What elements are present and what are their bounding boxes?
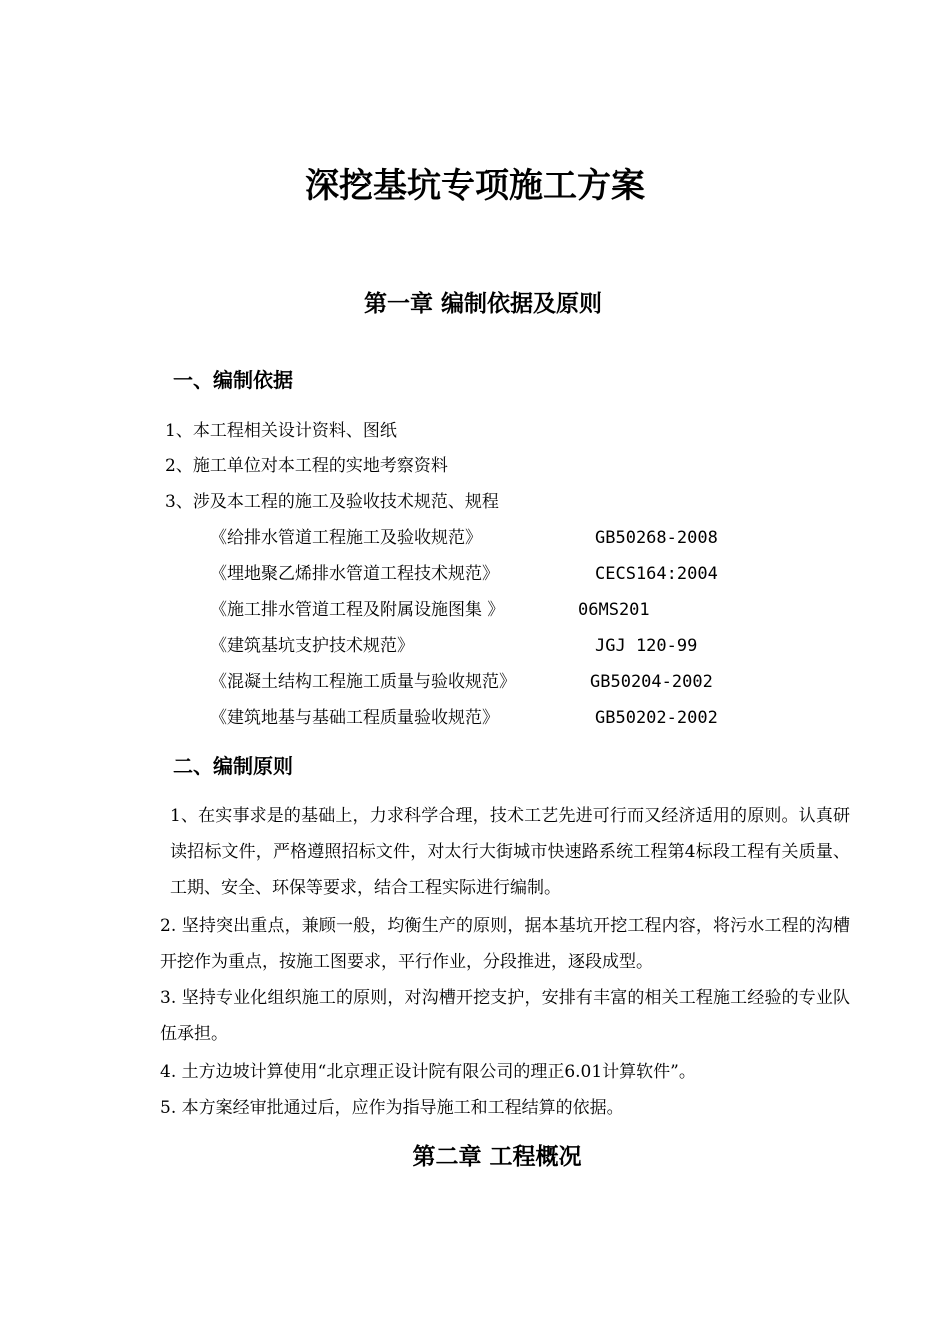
principle-paragraph-3: 3. 坚持专业化组织施工的原则，对沟槽开挖支护，安排有丰富的相关工程施工经验的专业队伍承担。: [160, 988, 850, 1044]
principle-paragraph-1: 1、在实事求是的基础上，力求科学合理，技术工艺先进可行而又经济适用的原则。认真研读招标文件，严格遵照招标文件，对太行大街城市快速路系统工程第4标段工程有关质量、工期、安全、环保等要求，结合工程实际进行编制。: [170, 806, 850, 898]
document-title: 深挖基坑专项施工方案: [305, 166, 645, 206]
standard-code: 06MS201: [578, 600, 650, 620]
standard-name: 《给排水管道工程施工及验收规范》: [210, 528, 482, 548]
standard-name: 《建筑基坑支护技术规范》: [210, 636, 414, 656]
standard-name: 《施工排水管道工程及附属设施图集 》: [210, 600, 505, 620]
principle-paragraph-4: 4. 土方边坡计算使用“北京理正设计院有限公司的理正6.01计算软件”。: [160, 1062, 696, 1082]
standard-name: 《埋地聚乙烯排水管道工程技术规范》: [210, 564, 499, 584]
chapter-2-heading: 第二章 工程概况: [412, 1144, 582, 1170]
standard-code: GB50202-2002: [595, 708, 718, 728]
basis-item-2: 2、施工单位对本工程的实地考察资料: [165, 456, 448, 476]
standard-code: GB50268-2008: [595, 528, 718, 548]
standard-code: CECS164:2004: [595, 564, 718, 584]
standard-code: JGJ 120-99: [595, 636, 698, 656]
principle-paragraph-5: 5. 本方案经审批通过后，应作为指导施工和工程结算的依据。: [160, 1098, 624, 1118]
basis-item-1: 1、本工程相关设计资料、图纸: [165, 421, 397, 441]
chapter-1-heading: 第一章 编制依据及原则: [363, 291, 602, 317]
standard-code: GB50204-2002: [590, 672, 713, 692]
standard-name: 《混凝土结构工程施工质量与验收规范》: [210, 672, 516, 692]
section-1-heading: 一、编制依据: [173, 368, 293, 392]
standard-name: 《建筑地基与基础工程质量验收规范》: [210, 708, 499, 728]
section-2-heading: 二、编制原则: [173, 754, 293, 778]
principle-paragraph-2: 2. 坚持突出重点，兼顾一般，均衡生产的原则，据本基坑开挖工程内容，将污水工程的沟槽开挖作为重点，按施工图要求，平行作业，分段推进，逐段成型。: [160, 916, 850, 972]
basis-item-3: 3、涉及本工程的施工及验收技术规范、规程: [165, 492, 499, 512]
